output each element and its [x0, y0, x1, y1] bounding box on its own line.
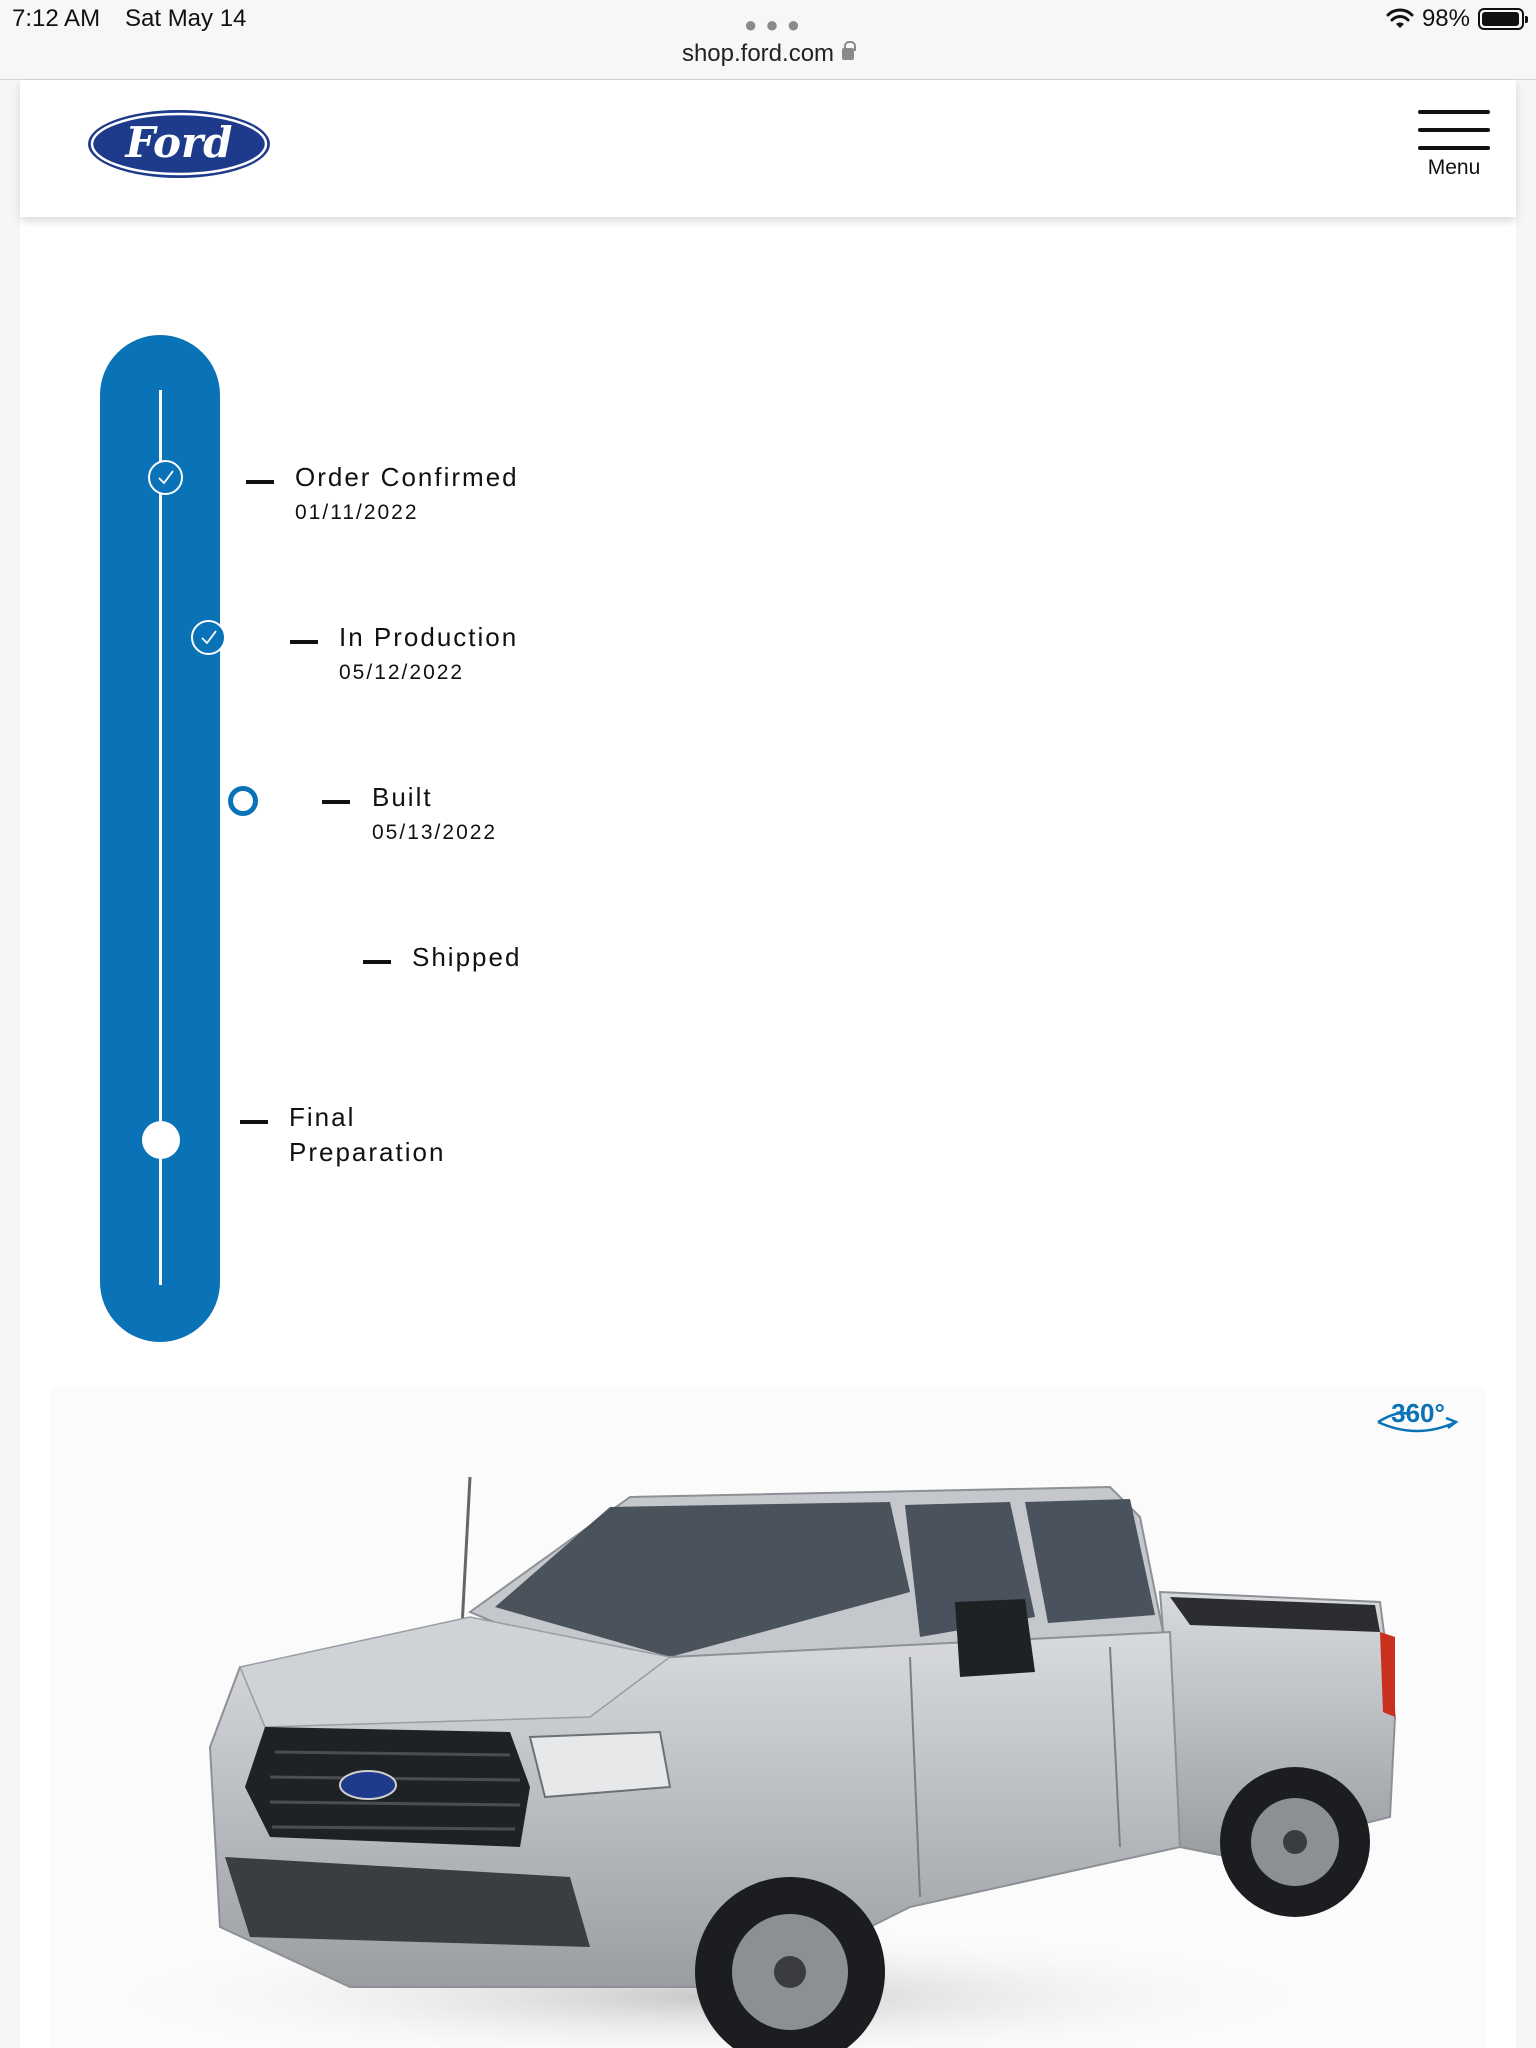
- address-bar[interactable]: [0, 40, 1536, 68]
- step-dash: [363, 960, 391, 964]
- step-date: 05/12/2022: [339, 661, 465, 685]
- step-shipped: [412, 940, 521, 975]
- step-title-line2: Preparation: [289, 1137, 446, 1168]
- step-final-preparation: [289, 1100, 445, 1170]
- more-dots-icon[interactable]: ● ● ●: [744, 12, 802, 37]
- logo-text: Ford: [125, 118, 233, 167]
- status-bar: [0, 0, 1536, 80]
- menu-button[interactable]: [1418, 110, 1490, 180]
- step-dash: [322, 800, 350, 804]
- step-dash: [246, 480, 274, 484]
- order-confirmed-check-icon: [148, 460, 183, 495]
- vehicle-image[interactable]: [50, 1387, 1486, 2048]
- step-date: 01/11/2022: [295, 501, 419, 525]
- battery-icon: [1478, 8, 1524, 30]
- url-text: shop.ford.com: [681, 40, 835, 67]
- step-title: Shipped: [412, 942, 522, 972]
- view-360-button[interactable]: [1368, 1392, 1466, 1444]
- wifi-icon: [1386, 8, 1414, 30]
- step-date: 05/13/2022: [372, 821, 498, 845]
- status-right: [1386, 5, 1524, 33]
- in-production-check-icon: [191, 620, 226, 655]
- status-date: Sat May 14: [125, 5, 247, 32]
- step-title: Built: [372, 782, 433, 812]
- status-time: 7:12 AM: [12, 5, 101, 32]
- step-dash: [290, 640, 318, 644]
- built-current-indicator: [228, 786, 258, 816]
- page: [20, 80, 1516, 2048]
- step-title: Order Confirmed: [295, 462, 519, 492]
- step-in-production: [339, 620, 518, 685]
- battery-percent: 98%: [1421, 5, 1470, 32]
- battery-fill: [1482, 12, 1519, 26]
- step-title: In Production: [339, 622, 519, 652]
- step-dash: [240, 1120, 268, 1124]
- step-built: [372, 780, 497, 845]
- ford-logo[interactable]: [86, 108, 272, 185]
- timeline-handle[interactable]: [142, 1121, 180, 1159]
- site-header: [20, 80, 1516, 217]
- step-title-line1: Final: [289, 1102, 356, 1132]
- lock-icon: [842, 48, 854, 60]
- view-360-label: 360°: [1391, 1398, 1445, 1428]
- step-order-confirmed: [295, 460, 519, 525]
- hamburger-icon: [1418, 110, 1490, 150]
- menu-label: Menu: [1427, 156, 1481, 179]
